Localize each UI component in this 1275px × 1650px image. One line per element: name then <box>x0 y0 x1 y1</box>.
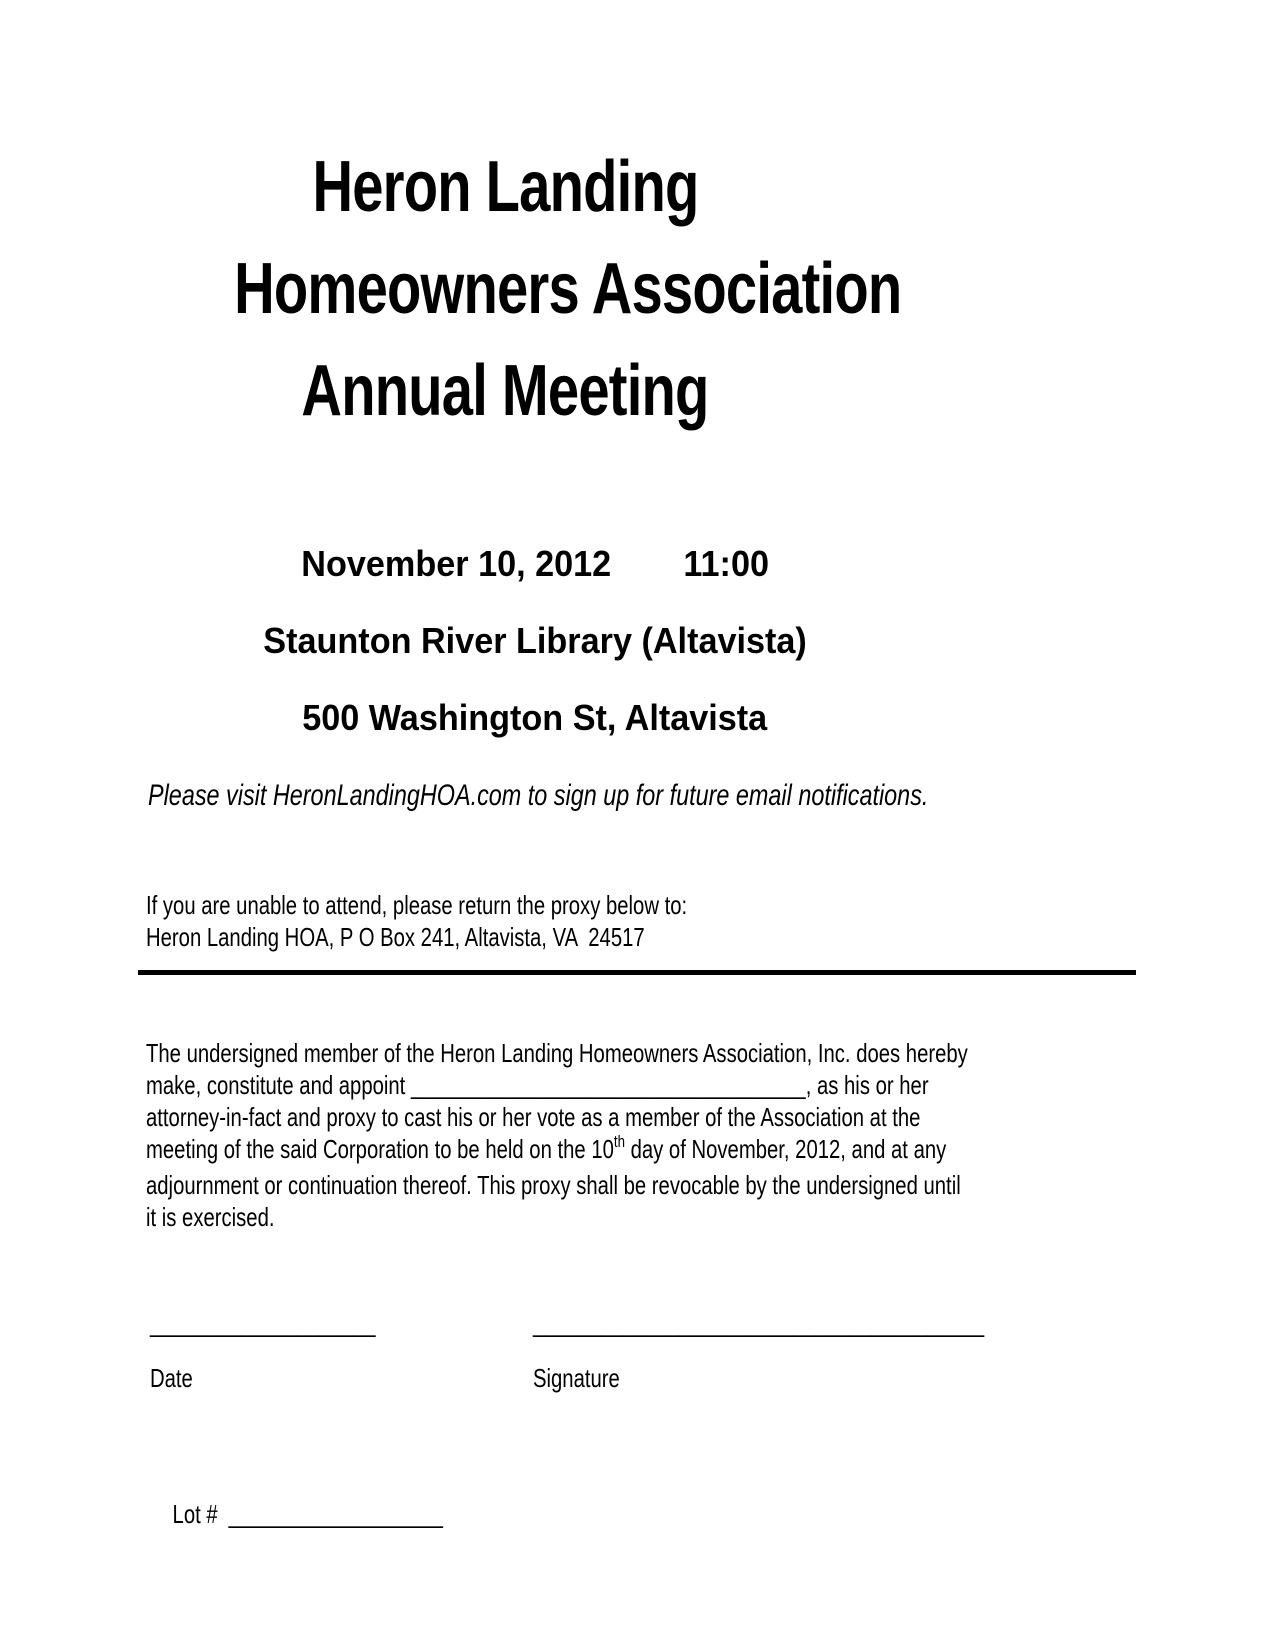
document-title <box>140 136 902 442</box>
return-instruction-line: If you are unable to attend, please return the proxy below to: <box>146 890 688 920</box>
lot-label: Lot # <box>172 1499 218 1529</box>
proxy-line-3: attorney-in-fact and proxy to cast his or her vote as a member of the Association at the <box>146 1102 921 1132</box>
meeting-date-row <box>140 448 870 584</box>
meeting-date-time <box>301 525 769 602</box>
proxy-line-2-post: , as his or her <box>805 1070 929 1100</box>
proxy-line-1: The undersigned member of the Heron Landing Homeowners Association, Inc. does hereby <box>146 1038 968 1068</box>
proxy-line-6: it is exercised. <box>146 1202 275 1232</box>
meeting-date: November 10, 2012 <box>301 543 612 584</box>
signature-label: Signature <box>533 1363 620 1393</box>
lot-number-row <box>150 1468 443 1561</box>
title-line-2: Homeowners Association <box>234 249 902 329</box>
proxy-line-2 <box>146 1069 968 1101</box>
title-row-2 <box>140 238 902 340</box>
ordinal-superscript: th <box>613 1132 625 1151</box>
title-row-3 <box>140 340 870 442</box>
appointee-blank-line: ___________________________________ <box>410 1070 806 1100</box>
meeting-details <box>140 448 870 738</box>
title-row-1 <box>140 136 870 238</box>
proxy-paragraph <box>146 1037 968 1233</box>
title-line-1: Heron Landing <box>311 147 699 227</box>
venue-address: 500 Washington St, Altavista <box>302 697 768 738</box>
venue-name: Staunton River Library (Altavista) <box>263 620 807 661</box>
email-notice: Please visit HeronLandingHOA.com to sign up for future email notifications. <box>148 779 929 812</box>
signature-blank-line: ________________________________________ <box>533 1308 985 1338</box>
proxy-line-4-post: day of November, 2012, and at any <box>624 1134 947 1164</box>
return-address-line: Heron Landing HOA, P O Box 241, Altavista, VA 24517 <box>146 922 645 952</box>
divider-rule <box>138 970 1136 975</box>
proxy-line-2-pre: make, constitute and appoint <box>146 1070 411 1100</box>
lot-blank-line: ___________________ <box>228 1499 443 1529</box>
proxy-line-4-pre: meeting of the said Corporation to be held on the 10 <box>146 1134 614 1164</box>
title-line-3: Annual Meeting <box>301 351 709 431</box>
date-label: Date <box>150 1363 193 1393</box>
date-blank-line: ____________________ <box>150 1308 376 1338</box>
meeting-time: 11:00 <box>683 543 769 584</box>
return-instructions <box>146 889 687 953</box>
proxy-line-5: adjournment or continuation thereof. This proxy shall be revocable by the undersigned until <box>146 1170 961 1200</box>
proxy-line-4 <box>146 1133 968 1169</box>
